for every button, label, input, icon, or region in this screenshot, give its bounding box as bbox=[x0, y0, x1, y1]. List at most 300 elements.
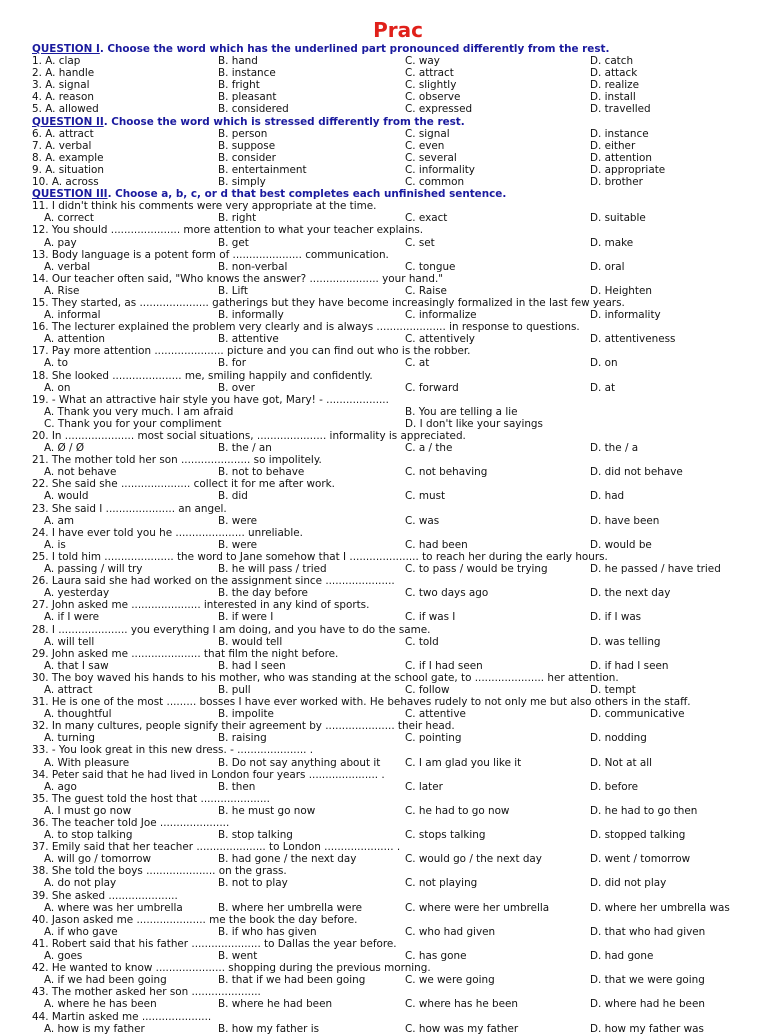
option-a: A. that I saw bbox=[44, 659, 109, 672]
option-c: C. where has he been bbox=[405, 998, 518, 1011]
option-c: C. signal bbox=[405, 127, 450, 140]
option-d: D. where her umbrella was bbox=[590, 901, 730, 914]
option-c: C. common bbox=[405, 176, 465, 189]
question-row bbox=[32, 67, 764, 79]
option-d: D. stopped talking bbox=[590, 829, 686, 842]
question-text-row bbox=[32, 938, 764, 950]
option-c: C. expressed bbox=[405, 103, 473, 116]
option-c: C. two days ago bbox=[405, 587, 489, 600]
option-c: C. Raise bbox=[405, 284, 447, 297]
option-d: D. Not at all bbox=[590, 756, 652, 769]
question-text: 19. - What an attractive hair style you have got, Mary! - ................... bbox=[32, 393, 389, 406]
question-text: 12. You should ..................... more attention to what your teacher explains. bbox=[32, 224, 424, 237]
question-text-row bbox=[32, 200, 764, 212]
option-a: A. will tell bbox=[44, 635, 95, 648]
option-b: B. the day before bbox=[218, 587, 308, 600]
question-text: 16. The lecturer explained the problem very clearly and is always ..................... in response to questions. bbox=[32, 321, 580, 334]
question-text: 14. Our teacher often said, "Who knows the answer? ..................... your hand." bbox=[32, 272, 444, 285]
option-a: A. thoughtful bbox=[44, 708, 112, 721]
option-a: A. would bbox=[44, 490, 89, 503]
option-d: D. appropriate bbox=[590, 163, 666, 176]
question-text: 37. Emily said that her teacher ..................... to London ..................... . bbox=[32, 841, 401, 854]
option-b: B. pull bbox=[218, 683, 251, 696]
question-text-row bbox=[32, 273, 764, 285]
option-c: C. must bbox=[405, 490, 446, 503]
options-row bbox=[32, 587, 764, 599]
section-label: QUESTION III bbox=[32, 188, 108, 201]
question-text-row bbox=[32, 297, 764, 309]
question-text: 27. John asked me ..................... interested in any kind of sports. bbox=[32, 599, 370, 612]
option-d: D. was telling bbox=[590, 635, 661, 648]
option-b: B. how my father is bbox=[218, 1022, 320, 1035]
option-a: A. if I were bbox=[44, 611, 100, 624]
option-a: A. how is my father bbox=[44, 1022, 145, 1035]
option-c: C. stops talking bbox=[405, 829, 486, 842]
options-row bbox=[32, 998, 764, 1010]
option-b: B. entertainment bbox=[218, 163, 307, 176]
section-instruction: . Choose a, b, c, or d that best completes each unfinished sentence. bbox=[107, 188, 507, 201]
option-c: C. who had given bbox=[405, 925, 496, 938]
option-c: C. had been bbox=[405, 538, 468, 551]
option-d: D. I don't like your sayings bbox=[405, 417, 543, 430]
option-b: B. would tell bbox=[218, 635, 283, 648]
question-text-row bbox=[32, 648, 764, 660]
option-b: B. pleasant bbox=[218, 91, 277, 104]
section-instruction: . Choose the word which has the underlined part pronounced differently from the rest. bbox=[99, 43, 610, 55]
option-c: C. forward bbox=[405, 381, 459, 394]
option-d: D. would be bbox=[590, 538, 652, 551]
option-a: A. yesterday bbox=[44, 587, 110, 600]
question-row bbox=[32, 103, 764, 115]
option-c: C. informality bbox=[405, 163, 475, 176]
option-b: B. attentive bbox=[218, 333, 279, 346]
option-c: C. where were her umbrella bbox=[405, 901, 550, 914]
options-row bbox=[32, 684, 764, 696]
option-c: C. set bbox=[405, 236, 435, 249]
option-d: D. that we were going bbox=[590, 974, 705, 987]
option-a: A. will go / tomorrow bbox=[44, 853, 151, 866]
option-c: C. he had to go now bbox=[405, 804, 510, 817]
option-b: B. impolite bbox=[218, 708, 274, 721]
option-d: D. informality bbox=[590, 309, 661, 322]
options-row bbox=[32, 563, 764, 575]
option-b: B. if were I bbox=[218, 611, 274, 624]
option-c: C. not behaving bbox=[405, 466, 488, 479]
question-text: 33. - You look great in this new dress. - ..................... . bbox=[32, 744, 314, 757]
question-text: 28. I ..................... you everything I am doing, and you have to do the same. bbox=[32, 623, 431, 636]
option-a: A. do not play bbox=[44, 877, 117, 890]
question-option-a: 9. A. situation bbox=[32, 163, 104, 176]
options-row bbox=[32, 515, 764, 527]
option-a: A. where he has been bbox=[44, 998, 157, 1011]
option-c: C. at bbox=[405, 357, 430, 370]
option-b: B. You are telling a lie bbox=[405, 405, 518, 418]
options-row bbox=[32, 611, 764, 623]
question-text: 20. In ..................... most social situations, ..................... informality is appreciated. bbox=[32, 430, 466, 442]
question-text-row bbox=[32, 672, 764, 684]
options-row bbox=[32, 781, 764, 793]
option-b: B. Do not say anything about it bbox=[218, 756, 381, 769]
option-d: D. that who had given bbox=[590, 925, 706, 938]
option-d: D. either bbox=[590, 139, 636, 152]
option-b: B. over bbox=[218, 381, 255, 394]
option-b: B. suppose bbox=[218, 139, 276, 152]
question-text-row bbox=[32, 575, 764, 587]
option-a: A. to stop talking bbox=[44, 829, 133, 842]
section-heading bbox=[32, 116, 764, 128]
options-row bbox=[32, 853, 764, 865]
options-row bbox=[32, 237, 764, 249]
question-text: 36. The teacher told Joe ..................... bbox=[32, 817, 230, 829]
option-c: C. if I had seen bbox=[405, 659, 483, 672]
options-row bbox=[32, 309, 764, 321]
option-d: D. if had I seen bbox=[590, 659, 669, 672]
question-text: 11. I didn't think his comments were very appropriate at the time. bbox=[32, 200, 377, 213]
option-c: C. if was I bbox=[405, 611, 456, 624]
question-row bbox=[32, 55, 764, 67]
option-d: D. attack bbox=[590, 67, 638, 80]
option-c: C. informalize bbox=[405, 309, 477, 322]
question-text: 32. In many cultures, people signify their agreement by ..................... their head. bbox=[32, 720, 455, 733]
option-d: D. how my father was bbox=[590, 1022, 704, 1035]
options-row bbox=[32, 285, 764, 297]
options-row bbox=[32, 333, 764, 345]
option-c: C. Thank you for your compliment bbox=[44, 417, 222, 430]
question-option-a: 7. A. verbal bbox=[32, 139, 92, 152]
option-a: A. goes bbox=[44, 950, 83, 963]
options-row bbox=[32, 636, 764, 648]
option-c: C. has gone bbox=[405, 950, 467, 963]
question-text-row bbox=[32, 841, 764, 853]
question-text: 21. The mother told her son ..................... so impolitely. bbox=[32, 454, 322, 467]
option-b: B. not to behave bbox=[218, 466, 305, 479]
option-c: C. a / the bbox=[405, 442, 453, 455]
question-row bbox=[32, 128, 764, 140]
question-text-row bbox=[32, 599, 764, 611]
options-row bbox=[32, 757, 764, 769]
option-a: A. Ø / Ø bbox=[44, 442, 84, 455]
option-a: A. if we had been going bbox=[44, 974, 167, 987]
question-text-row bbox=[32, 478, 764, 490]
question-text: 23. She said I ..................... an angel. bbox=[32, 502, 227, 515]
question-row bbox=[32, 152, 764, 164]
question-text: 41. Robert said that his father ..................... to Dallas the year before. bbox=[32, 937, 397, 950]
option-d: D. catch bbox=[590, 55, 634, 68]
question-text-row bbox=[32, 696, 764, 708]
option-c: C. tongue bbox=[405, 260, 456, 273]
question-option-a: 8. A. example bbox=[32, 151, 104, 164]
option-b: B. not to play bbox=[218, 877, 288, 890]
question-text-row bbox=[32, 890, 764, 902]
options-row bbox=[32, 829, 764, 841]
question-text-row bbox=[32, 744, 764, 756]
option-b: B. had I seen bbox=[218, 659, 286, 672]
option-b: B. the / an bbox=[218, 442, 272, 455]
options-row bbox=[32, 974, 764, 986]
option-b: B. that if we had been going bbox=[218, 974, 366, 987]
option-b: B. where he had been bbox=[218, 998, 333, 1011]
question-option-a: 1. A. clap bbox=[32, 55, 81, 68]
options-row bbox=[32, 212, 764, 224]
question-text: 13. Body language is a potent form of ..................... communication. bbox=[32, 248, 389, 261]
options-row bbox=[32, 466, 764, 478]
question-text: 30. The boy waved his hands to his mother, who was standing at the school gate, to ..................... her attention. bbox=[32, 671, 619, 684]
question-text: 17. Pay more attention ..................... picture and you can find out who is the robber. bbox=[32, 345, 471, 358]
section-instruction: . Choose the word which is stressed differently from the rest. bbox=[103, 115, 465, 128]
options-row bbox=[32, 732, 764, 744]
option-d: D. he passed / have tried bbox=[590, 563, 721, 576]
options-row bbox=[32, 902, 764, 914]
option-b: B. right bbox=[218, 212, 257, 225]
question-text-row bbox=[32, 914, 764, 926]
option-d: D. travelled bbox=[590, 103, 651, 116]
option-d: D. make bbox=[590, 236, 634, 249]
options-row bbox=[32, 708, 764, 720]
option-d: D. Heighten bbox=[590, 284, 652, 297]
options-row bbox=[32, 1023, 764, 1035]
question-text: 39. She asked ..................... bbox=[32, 889, 178, 902]
options-row bbox=[32, 805, 764, 817]
option-d: D. went / tomorrow bbox=[590, 853, 691, 866]
option-c: C. would go / the next day bbox=[405, 853, 542, 866]
option-a: A. attract bbox=[44, 683, 93, 696]
options-row bbox=[32, 406, 764, 418]
options-row bbox=[32, 660, 764, 672]
option-a: A. With pleasure bbox=[44, 756, 130, 769]
question-option-a: 6. A. attract bbox=[32, 127, 94, 140]
question-text: 42. He wanted to know ..................... shopping during the previous morning. bbox=[32, 962, 431, 975]
question-row bbox=[32, 140, 764, 152]
option-d: D. install bbox=[590, 91, 636, 104]
question-option-a: 3. A. signal bbox=[32, 79, 90, 92]
question-text-row bbox=[32, 527, 764, 539]
question-text: 34. Peter said that he had lived in London four years ..................... . bbox=[32, 768, 385, 781]
option-c: C. not playing bbox=[405, 877, 478, 890]
option-b: B. raising bbox=[218, 732, 267, 745]
option-b: B. get bbox=[218, 236, 249, 249]
option-a: A. if who gave bbox=[44, 925, 118, 938]
options-row bbox=[32, 490, 764, 502]
options-row bbox=[32, 539, 764, 551]
option-a: A. ago bbox=[44, 780, 77, 793]
question-text-row bbox=[32, 793, 764, 805]
question-row bbox=[32, 176, 764, 188]
question-text-row bbox=[32, 865, 764, 877]
question-text-row bbox=[32, 769, 764, 781]
option-b: B. informally bbox=[218, 309, 284, 322]
option-c: C. to pass / would be trying bbox=[405, 563, 548, 576]
option-c: C. I am glad you like it bbox=[405, 756, 522, 769]
option-c: C. pointing bbox=[405, 732, 462, 745]
option-a: A. am bbox=[44, 514, 75, 527]
option-b: B. he will pass / tried bbox=[218, 563, 327, 576]
worksheet-content bbox=[32, 43, 764, 1035]
question-text-row bbox=[32, 1011, 764, 1023]
question-text-row bbox=[32, 224, 764, 236]
option-a: A. where was her umbrella bbox=[44, 901, 183, 914]
option-d: D. if I was bbox=[590, 611, 642, 624]
option-c: C. we were going bbox=[405, 974, 495, 987]
option-a: A. pay bbox=[44, 236, 77, 249]
question-option-a: 10. A. across bbox=[32, 176, 99, 189]
section-label: QUESTION II bbox=[32, 115, 104, 128]
options-row bbox=[32, 926, 764, 938]
section-heading bbox=[32, 43, 764, 55]
option-b: B. he must go now bbox=[218, 804, 316, 817]
option-c: C. attract bbox=[405, 67, 454, 80]
options-row bbox=[32, 382, 764, 394]
option-b: B. went bbox=[218, 950, 258, 963]
option-a: A. correct bbox=[44, 212, 94, 225]
option-a: A. not behave bbox=[44, 466, 117, 479]
option-d: D. the / a bbox=[590, 442, 639, 455]
option-d: D. nodding bbox=[590, 732, 647, 745]
option-a: A. turning bbox=[44, 732, 95, 745]
option-b: B. simply bbox=[218, 176, 266, 189]
option-a: A. I must go now bbox=[44, 804, 132, 817]
question-text-row bbox=[32, 551, 764, 563]
option-b: B. were bbox=[218, 514, 258, 527]
question-text: 31. He is one of the most ......... bosses I have ever worked with. He behaves rudely to not only me but also others in the staff. bbox=[32, 696, 691, 709]
option-d: D. brother bbox=[590, 176, 643, 189]
option-c: C. exact bbox=[405, 212, 448, 225]
option-d: D. he had to go then bbox=[590, 804, 698, 817]
option-c: C. follow bbox=[405, 683, 450, 696]
question-text-row bbox=[32, 430, 764, 442]
question-text: 38. She told the boys ..................... on the grass. bbox=[32, 865, 287, 878]
option-c: C. even bbox=[405, 139, 445, 152]
question-text-row bbox=[32, 249, 764, 261]
question-text-row bbox=[32, 720, 764, 732]
question-text-row bbox=[32, 962, 764, 974]
option-a: A. passing / will try bbox=[44, 563, 143, 576]
option-d: D. oral bbox=[590, 260, 625, 273]
question-text: 40. Jason asked me ..................... me the book the day before. bbox=[32, 913, 358, 926]
option-d: D. suitable bbox=[590, 212, 646, 225]
option-c: C. later bbox=[405, 780, 443, 793]
option-b: B. consider bbox=[218, 151, 276, 164]
option-c: C. how was my father bbox=[405, 1022, 519, 1035]
question-option-a: 4. A. reason bbox=[32, 91, 94, 104]
question-text: 15. They started, as ..................... gatherings but they have become increasingly formalized in the last few years. bbox=[32, 296, 625, 309]
option-d: D. attention bbox=[590, 151, 653, 164]
option-d: D. communicative bbox=[590, 708, 685, 721]
question-text: 35. The guest told the host that ..................... bbox=[32, 792, 270, 805]
option-c: C. several bbox=[405, 151, 457, 164]
option-c: C. told bbox=[405, 635, 439, 648]
question-text-row bbox=[32, 986, 764, 998]
option-a: A. is bbox=[44, 538, 66, 551]
option-b: B. for bbox=[218, 357, 247, 370]
option-c: C. attentively bbox=[405, 333, 475, 346]
option-d: D. did not behave bbox=[590, 466, 683, 479]
question-text: 43. The mother asked her son ..................... bbox=[32, 986, 261, 999]
section-label: QUESTION I bbox=[32, 43, 100, 55]
question-text: 25. I told him ..................... the word to Jane somehow that I ..................... to reach her during the early hours. bbox=[32, 550, 608, 563]
option-a: A. informal bbox=[44, 309, 101, 322]
option-d: D. where had he been bbox=[590, 998, 705, 1011]
question-text: 24. I have ever told you he ..................... unreliable. bbox=[32, 526, 303, 539]
option-b: B. hand bbox=[218, 55, 258, 68]
option-a: A. Thank you very much. I am afraid bbox=[44, 405, 234, 418]
option-d: D. the next day bbox=[590, 587, 671, 600]
options-row bbox=[32, 357, 764, 369]
question-text: 18. She looked ..................... me, smiling happily and confidently. bbox=[32, 369, 373, 382]
option-d: D. had gone bbox=[590, 950, 654, 963]
question-text: 26. Laura said she had worked on the assignment since ..................... bbox=[32, 575, 395, 588]
options-row bbox=[32, 261, 764, 273]
option-b: B. did bbox=[218, 490, 248, 503]
option-a: A. to bbox=[44, 357, 68, 370]
question-text: 29. John asked me ..................... that film the night before. bbox=[32, 647, 339, 660]
question-row bbox=[32, 164, 764, 176]
question-row bbox=[32, 79, 764, 91]
question-text-row bbox=[32, 503, 764, 515]
page-title: Prac bbox=[373, 18, 423, 42]
options-row bbox=[32, 877, 764, 889]
option-c: C. way bbox=[405, 55, 440, 68]
option-a: A. Rise bbox=[44, 284, 80, 297]
question-text: 22. She said she ..................... collect it for me after work. bbox=[32, 478, 335, 491]
question-text-row bbox=[32, 624, 764, 636]
option-a: A. on bbox=[44, 381, 71, 394]
option-d: D. instance bbox=[590, 127, 649, 140]
option-b: B. considered bbox=[218, 103, 289, 116]
question-row bbox=[32, 91, 764, 103]
options-row bbox=[32, 950, 764, 962]
option-d: D. before bbox=[590, 780, 639, 793]
option-b: B. fright bbox=[218, 79, 260, 92]
option-a: A. attention bbox=[44, 333, 105, 346]
option-c: C. slightly bbox=[405, 79, 457, 92]
option-d: D. realize bbox=[590, 79, 640, 92]
option-b: B. non-verbal bbox=[218, 260, 288, 273]
option-b: B. were bbox=[218, 538, 258, 551]
options-row bbox=[32, 418, 764, 430]
option-b: B. had gone / the next day bbox=[218, 853, 357, 866]
option-a: A. verbal bbox=[44, 260, 91, 273]
question-text-row bbox=[32, 370, 764, 382]
option-b: B. then bbox=[218, 780, 256, 793]
option-d: D. at bbox=[590, 381, 616, 394]
option-d: D. have been bbox=[590, 514, 660, 527]
question-text: 44. Martin asked me ..................... bbox=[32, 1010, 212, 1023]
option-c: C. was bbox=[405, 514, 440, 527]
option-b: B. if who has given bbox=[218, 925, 317, 938]
option-d: D. had bbox=[590, 490, 625, 503]
question-option-a: 2. A. handle bbox=[32, 67, 95, 80]
question-text-row bbox=[32, 454, 764, 466]
option-b: B. Lift bbox=[218, 284, 248, 297]
option-b: B. person bbox=[218, 127, 268, 140]
option-d: D. attentiveness bbox=[590, 333, 676, 346]
question-text-row bbox=[32, 394, 764, 406]
question-option-a: 5. A. allowed bbox=[32, 103, 99, 116]
option-b: B. instance bbox=[218, 67, 276, 80]
option-b: B. stop talking bbox=[218, 829, 293, 842]
option-c: C. attentive bbox=[405, 708, 466, 721]
options-row bbox=[32, 442, 764, 454]
option-d: D. did not play bbox=[590, 877, 667, 890]
option-c: C. observe bbox=[405, 91, 461, 104]
section-heading bbox=[32, 188, 764, 200]
option-d: D. on bbox=[590, 357, 618, 370]
question-text-row bbox=[32, 345, 764, 357]
option-b: B. where her umbrella were bbox=[218, 901, 363, 914]
question-text-row bbox=[32, 817, 764, 829]
option-d: D. tempt bbox=[590, 683, 636, 696]
question-text-row bbox=[32, 321, 764, 333]
